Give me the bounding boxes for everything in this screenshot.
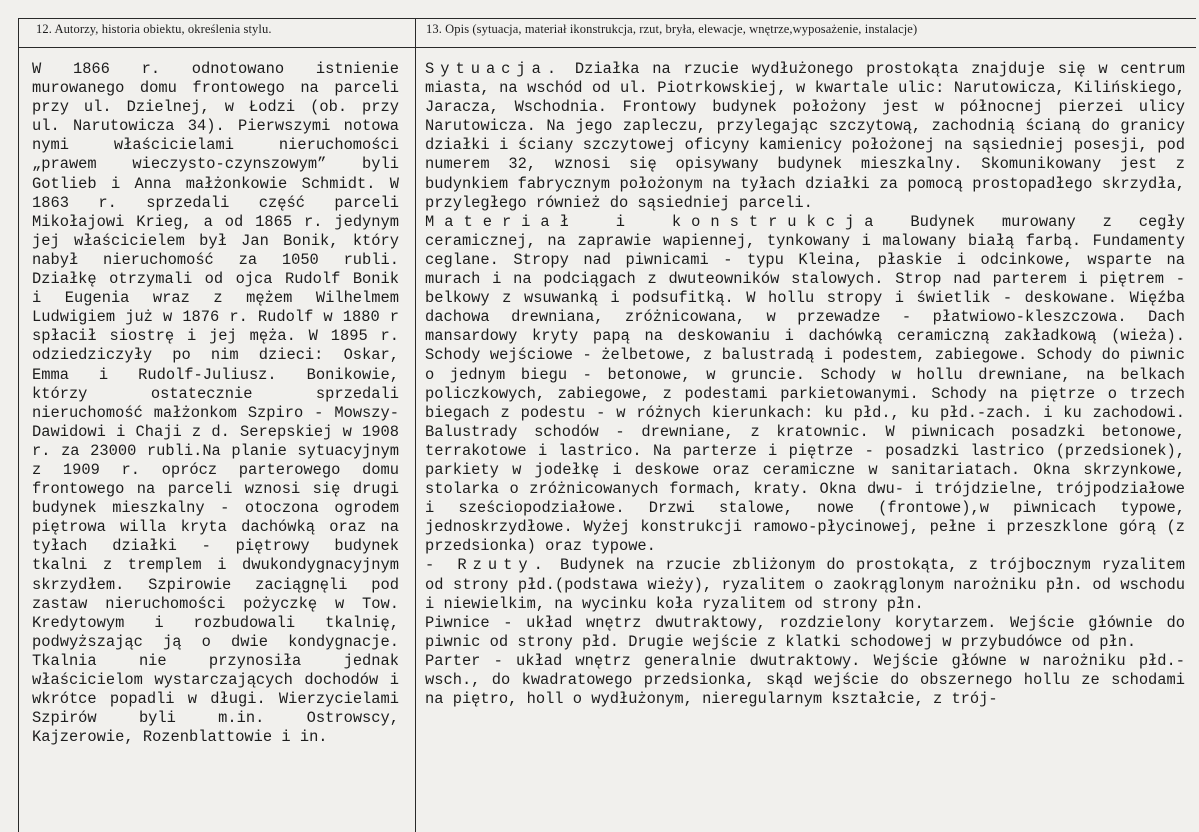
- material-label: Materiał i konstrukcja: [425, 212, 884, 231]
- section-12-heading: 12. Autorzy, historia obiektu, określenia stylu.: [36, 22, 272, 36]
- left-rule: [18, 18, 19, 832]
- history-column: [32, 60, 399, 747]
- material-paragraph: [425, 213, 1185, 557]
- rzuty-label: - Rzuty.: [425, 556, 549, 575]
- sytuacja-label: Sytuacja.: [425, 60, 563, 78]
- column-divider: [415, 18, 416, 832]
- piwnice-paragraph: Piwnice - układ wnętrz dwutraktowy, rozdzielony korytarzem. Wejście głównie do piwnic od strony płd. Drugie wejście z klatki schodowej w przybudówce od płn.: [425, 613, 1185, 651]
- section-13-heading: 13. Opis (sytuacja, materiał ikonstrukcja, rzut, bryła, elewacje, wnętrze,wyposażenie, instalacje): [426, 22, 918, 36]
- sytuacja-text: Działka na rzucie wydłużonego prostokąta znajduje się w centrum miasta, na wschód od ul. Piotrkowskiej, w kwartale ulic: Narutowicza, Kilińskiego, Jaracza, Wschodnia. Frontowy budynek położony jest w północnej pierzei ulicy Narutowicza. Na jego zapleczu, przylegając szczytową, zachodnią ścianą do granicy działki i ściany szczytowej oficyny kamienicy położonej na sąsiedniej posesji, pod numerem 32, wznosi się opisywany budynek mieszkalny. Skomunikowany jest z budynkiem fabrycznym położonym na tyłach działki za pomocą prostopadłego skrzydła, przyległego również do sąsiedniej parceli.: [425, 60, 1185, 212]
- top-rule: [18, 18, 1196, 19]
- header-rule: [18, 47, 1196, 48]
- material-text: Budynek murowany z cegły ceramicznej, na zaprawie wapiennej, tynkowany i malowany białą farbą. Fundamenty ceglane. Stropy nad piwnicami - typu Kleina, płaskie i odcinkowe, wsparte na murach i na podciągach z dwuteowników stalowych. Strop nad parterem i piętrem - belkowy z wsuwanką i podsufitką. W hollu stropy i świetlik - deskowane. Więźba dachowa drewniana, zróżnicowana, w przewadze - płatwiowo-kleszczowa. Dach mansardowy kryty papą na deskowaniu i dachówką ceramiczną zakładkową (wieża). Schody wejściowe - żelbetowe, z balustradą i podestem, zabiegowe. Schody do piwnic o jednym biegu - betonowe, w gruncie. Schody w hollu drewniane, na belkach policzkowych, zabiegowe, z podestami parkietowanymi. Schody na piętrze o trzech biegach z podestu - w różnych kierunkach: ku płd., ku płd.-zach. i ku zachodowi. Balustrady schodów - drewniane, z kratownic. W piwnicach posadzki betonowe, terrakotowe i lastrico. Na parterze i piętrze - posadzki lastrico (przedsionek), parkiety w jodełkę i deskowe oraz ceramiczne w sanitariatach. Okna skrzynkowe, stolarka o zróżnicowanych formach, kraty. Okna dwu- i trójdzielne, trójpodziałowe i sześciopodziałowe. Drzwi stalowe, nowe (frontowe),w piwnicach typowe, jednoskrzydłowe. Wyżej konstrukcji ramowo-płycinowej, pełne i przeszklone górą (z przedsionka) oraz typowe.: [425, 212, 1185, 556]
- parter-paragraph: Parter - układ wnętrz generalnie dwutraktowy. Wejście główne w narożniku płd.-wsch., do kwadratowego przedsionka, skąd wejście do obszernego hollu ze schodami na piętro, holl o wydłużonym, nieregularnym kształcie, z trój-: [425, 651, 1185, 709]
- history-text: W 1866 r. odnotowano istnienie murowanego domu frontowego na parceli przy ul. Dzielnej, w Łodzi (ob. przy ul. Narutowicza 34). Pierwszymi notowa nymi właścicielami nieruchomości „prawem wieczysto-czynszowym” byli Gotlieb i Anna małżonkowie Schmidt. W 1863 r. sprzedali część parceli Mikołajowi Krieg, a od 1865 r. jedynym jej właścicielem był Jan Bonik, który nabył nieruchomość za 1050 rubli. Działkę otrzymali od ojca Rudolf Bonik i Eugenia wraz z mężem Wilhelmem Ludwigiem już w 1876 r. Rudolf w 1880 r spłacił siostrę i jej męża. W 1895 r. odziedziczyły po nim dzieci: Oskar, Emma i Rudolf-Juliusz. Bonikowie, którzy ostatecznie sprzedali nieruchomość małżonkom Szpiro - Mowszy-Dawidowi i Chaji z d. Serepskiej w 1908 r. za 23000 rubli.Na planie sytuacyjnym z 1909 r. oprócz parterowego domu frontowego na parceli wznosi się drugi budynek mieszkalny - otoczona ogrodem piętrowa willa kryta dachówką oraz na tyłach działki - piętrowy budynek tkalni z tremplem i dwukondygnacyjnym skrzydłem. Szpirowie zaciągnęli pod zastaw nieruchomości pożyczkę w Tow. Kredytowym i rozbudowali tkalnię, podwyższając ją o dwie kondygnacje. Tkalnia nie przynosiła jednak właścicielom wystarczających dochodów i wkrótce popadli w długi. Wierzycielami Szpirów byli m.in. Ostrowscy, Kajzerowie, Rozenblattowie i in.: [32, 60, 399, 747]
- rzuty-text: Budynek na rzucie zbliżonym do prostokąta, z trójbocznym ryzalitem od strony płd.(podstawa wieży), ryzalitem o zaokrąglonym narożniku płn. od wschodu i niewielkim, na wycinku koła ryzalitem od strony płn.: [425, 556, 1185, 613]
- description-column: [425, 60, 1185, 709]
- rzuty-paragraph: [425, 556, 1185, 613]
- sytuacja-paragraph: [425, 60, 1185, 213]
